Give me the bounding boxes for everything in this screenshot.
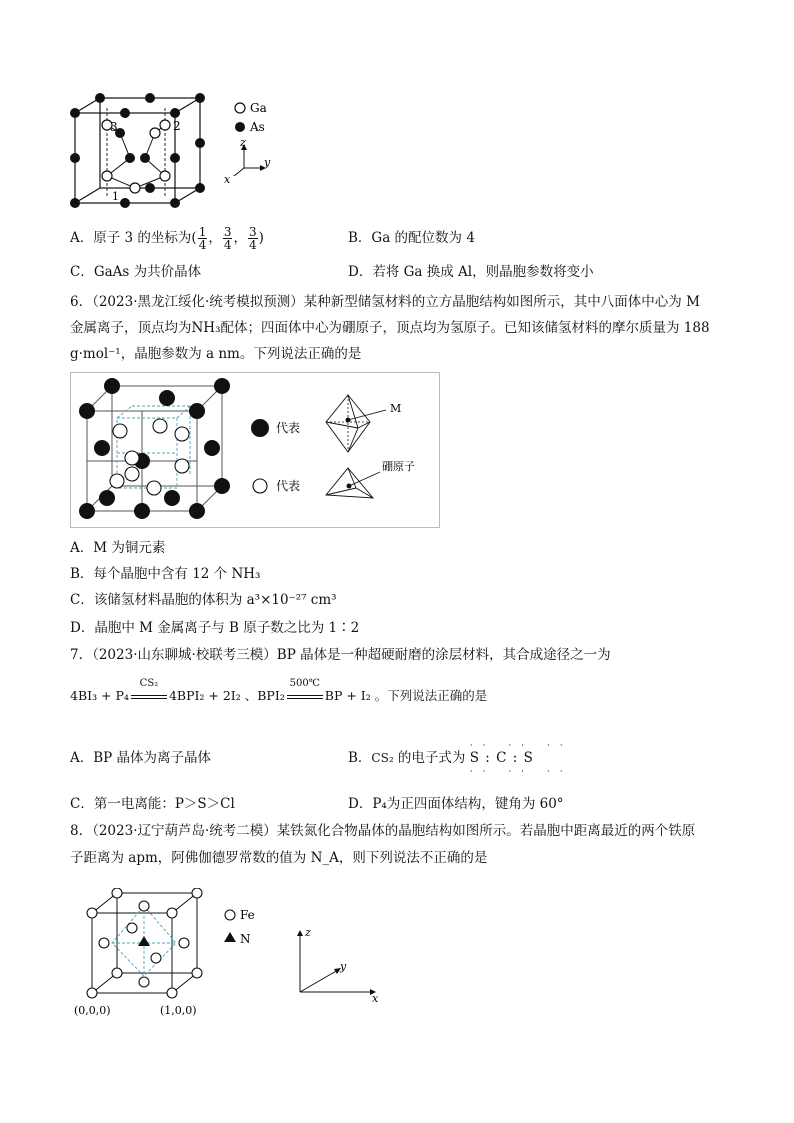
q7-equation (70, 678, 488, 706)
gaas-legend (232, 100, 292, 140)
b-atom (175, 459, 189, 473)
fe-atom (167, 908, 177, 918)
b-atom (125, 467, 139, 481)
atom-label-2: 2 (173, 119, 181, 133)
ga-atom (102, 171, 112, 181)
as-atom (70, 108, 80, 118)
cs2-formula: CS₂ (371, 751, 394, 765)
b-atom (153, 419, 167, 433)
fe-atom (139, 977, 149, 987)
as-atom (170, 198, 180, 208)
q6-stem-line-3: g·mol⁻¹，晶胞参数为 a nm。下列说法正确的是 (70, 346, 362, 362)
as-atom (95, 93, 105, 103)
frac-2: $\frac{3}{4}$ (223, 225, 232, 252)
q5-option-c: C．GaAs 为共价晶体 (70, 264, 202, 280)
fe-legend-icon (225, 910, 235, 920)
b-atom (113, 424, 127, 438)
n-legend-icon (224, 932, 236, 942)
octahedron-center (346, 418, 351, 423)
q8-stem-line-2: 子距离为 apm，阿佛伽德罗常数的值为 N_A，则下列说法不正确的是 (70, 850, 488, 866)
fe-atom (139, 901, 149, 911)
as-atom (70, 198, 80, 208)
eq-arrow-1: CS₂ (131, 686, 167, 706)
fen-axes (290, 924, 390, 1004)
corner-label: (1,0,0) (160, 1004, 197, 1017)
as-atom (120, 108, 130, 118)
m-ion (189, 403, 205, 419)
axis-z-label: z (240, 138, 246, 149)
white-legend-icon (253, 479, 267, 493)
atom-label-1: 1 (112, 190, 119, 203)
m-ion (94, 440, 110, 456)
fe-atom (179, 938, 189, 948)
fen-cell-figure (72, 888, 222, 1028)
q6-option-c: C．该储氢材料晶胞的体积为 a³×10⁻²⁷ cm³ (70, 592, 337, 608)
as-atom (145, 183, 155, 193)
fe-atom (87, 988, 97, 998)
polyhedra-figure (318, 390, 436, 510)
q6-option-a: A．M 为铜元素 (70, 540, 166, 556)
m-ion (164, 490, 180, 506)
fe-atom (151, 953, 161, 963)
as-atom (125, 153, 135, 163)
q6-option-b: B．每个晶胞中含有 12 个 NH₃ (70, 566, 261, 582)
fe-atom (192, 968, 202, 978)
as-atom (140, 153, 150, 163)
as-atom (170, 108, 180, 118)
m-ion (99, 490, 115, 506)
m-ion (79, 503, 95, 519)
frac-1: $\frac{1}{4}$ (198, 225, 207, 252)
as-legend-icon (235, 122, 245, 132)
q7-option-d: D．P₄为正四面体结构，键角为 60° (348, 796, 564, 812)
m-ion (104, 378, 120, 394)
fe-atom (112, 968, 122, 978)
as-legend-label: As (250, 120, 265, 134)
fe-atom (87, 908, 97, 918)
m-ion (189, 503, 205, 519)
q6-stem-line-1: 6．（2023·黑龙江绥化·统考模拟预测）某种新型储氢材料的立方晶胞结构如图所示，其中八面体中心为 M (70, 294, 700, 310)
n-legend-label: N (240, 932, 251, 946)
m-ion (204, 440, 220, 456)
n-atom (138, 936, 150, 946)
m-ion (79, 403, 95, 419)
b-atom (175, 427, 189, 441)
q8-axis-y: y (340, 960, 347, 973)
q7-option-a: A．BP 晶体为离子晶体 (70, 750, 212, 766)
fen-legend (222, 906, 272, 950)
as-atom (145, 93, 155, 103)
black-legend-label: 代表 (276, 421, 301, 435)
b-atom (147, 481, 161, 495)
storage-cell-figure (72, 376, 242, 524)
q6-stem-line-2: 金属离子，顶点均为NH₃配体；四面体中心为硼原子，顶点均为氢原子。已知该储氢材料的摩尔质量为 188 (70, 320, 710, 336)
fe-legend-label: Fe (240, 908, 255, 922)
fe-atom (112, 888, 122, 898)
as-atom (195, 138, 205, 148)
m-ion (214, 478, 230, 494)
as-atom (120, 198, 130, 208)
ga-atom (160, 120, 170, 130)
atom-label-3: 3 (110, 120, 118, 134)
frac-3: $\frac{3}{4}$ (248, 225, 257, 252)
fe-atom (192, 888, 202, 898)
ga-atom (150, 128, 160, 138)
tetrahedron-center (347, 484, 352, 489)
ga-atom (160, 171, 170, 181)
q7-option-c: C．第一电离能：P＞S＞Cl (70, 796, 235, 812)
as-atom (195, 183, 205, 193)
m-ion (159, 390, 175, 406)
origin-label: (0,0,0) (74, 1004, 111, 1017)
cs2-electron-formula: S : C : S ·· ·· ·· ·· ·· ·· (469, 741, 573, 777)
eq-arrow-2: 500℃ (287, 686, 323, 706)
gaas-cell-figure (60, 88, 210, 213)
m-label: M (390, 402, 402, 415)
as-atom (170, 153, 180, 163)
ga-legend-label: Ga (250, 101, 267, 115)
axis-x-label: x (224, 173, 231, 186)
m-ion (214, 378, 230, 394)
as-atom (70, 153, 80, 163)
m-ion (134, 503, 150, 519)
q5-option-b: B．Ga 的配位数为 4 (348, 230, 475, 246)
b-atom (110, 474, 124, 488)
black-legend-icon (251, 419, 269, 437)
storage-legend (246, 412, 316, 502)
q7-stem-line-1: 7．（2023·山东聊城·校联考三模）BP 晶体是一种超硬耐磨的涂层材料，其合成途径之一为 (70, 647, 611, 663)
eq-left: 4BI₃ + P₄ (70, 688, 129, 703)
q7-option-b: B．CS₂ 的电子式为 S : C : S ·· ·· ·· ·· ·· ·· (348, 741, 573, 777)
b-atom (125, 451, 139, 465)
q5-option-a: A．原子 3 的坐标为( $\frac{1}{4}$ ， $\frac{3}{4}$ ， $\frac{3}{4}$ ) (70, 225, 264, 252)
q5-option-a-prefix: A．原子 3 的坐标为( (70, 230, 197, 246)
ga-legend-icon (235, 103, 245, 113)
q6-option-d: D．晶胞中 M 金属离子与 B 原子数之比为 1∶2 (70, 620, 360, 636)
fe-atom (127, 923, 137, 933)
q8-axis-x: x (372, 992, 379, 1004)
boron-label: 硼原子 (382, 460, 415, 473)
q5-option-d: D．若将 Ga 换成 Al，则晶胞参数将变小 (348, 264, 594, 280)
as-atom (195, 93, 205, 103)
fe-atom (167, 988, 177, 998)
gaas-axes (222, 138, 277, 186)
axis-y-label: y (264, 156, 271, 169)
eq-mid: 4BPI₂ + 2I₂ 、BPI₂ (168, 688, 285, 703)
q8-axis-z: z (305, 926, 311, 939)
q8-stem-line-1: 8．（2023·辽宁葫芦岛·统考二模）某铁氮化合物晶体的晶胞结构如图所示。若晶胞中距离最近的两个铁原 (70, 823, 696, 839)
white-legend-label: 代表 (276, 479, 301, 493)
fe-atom (99, 938, 109, 948)
eq-right: BP + I₂ 。下列说法正确的是 (324, 688, 488, 703)
ga-atom (130, 183, 140, 193)
